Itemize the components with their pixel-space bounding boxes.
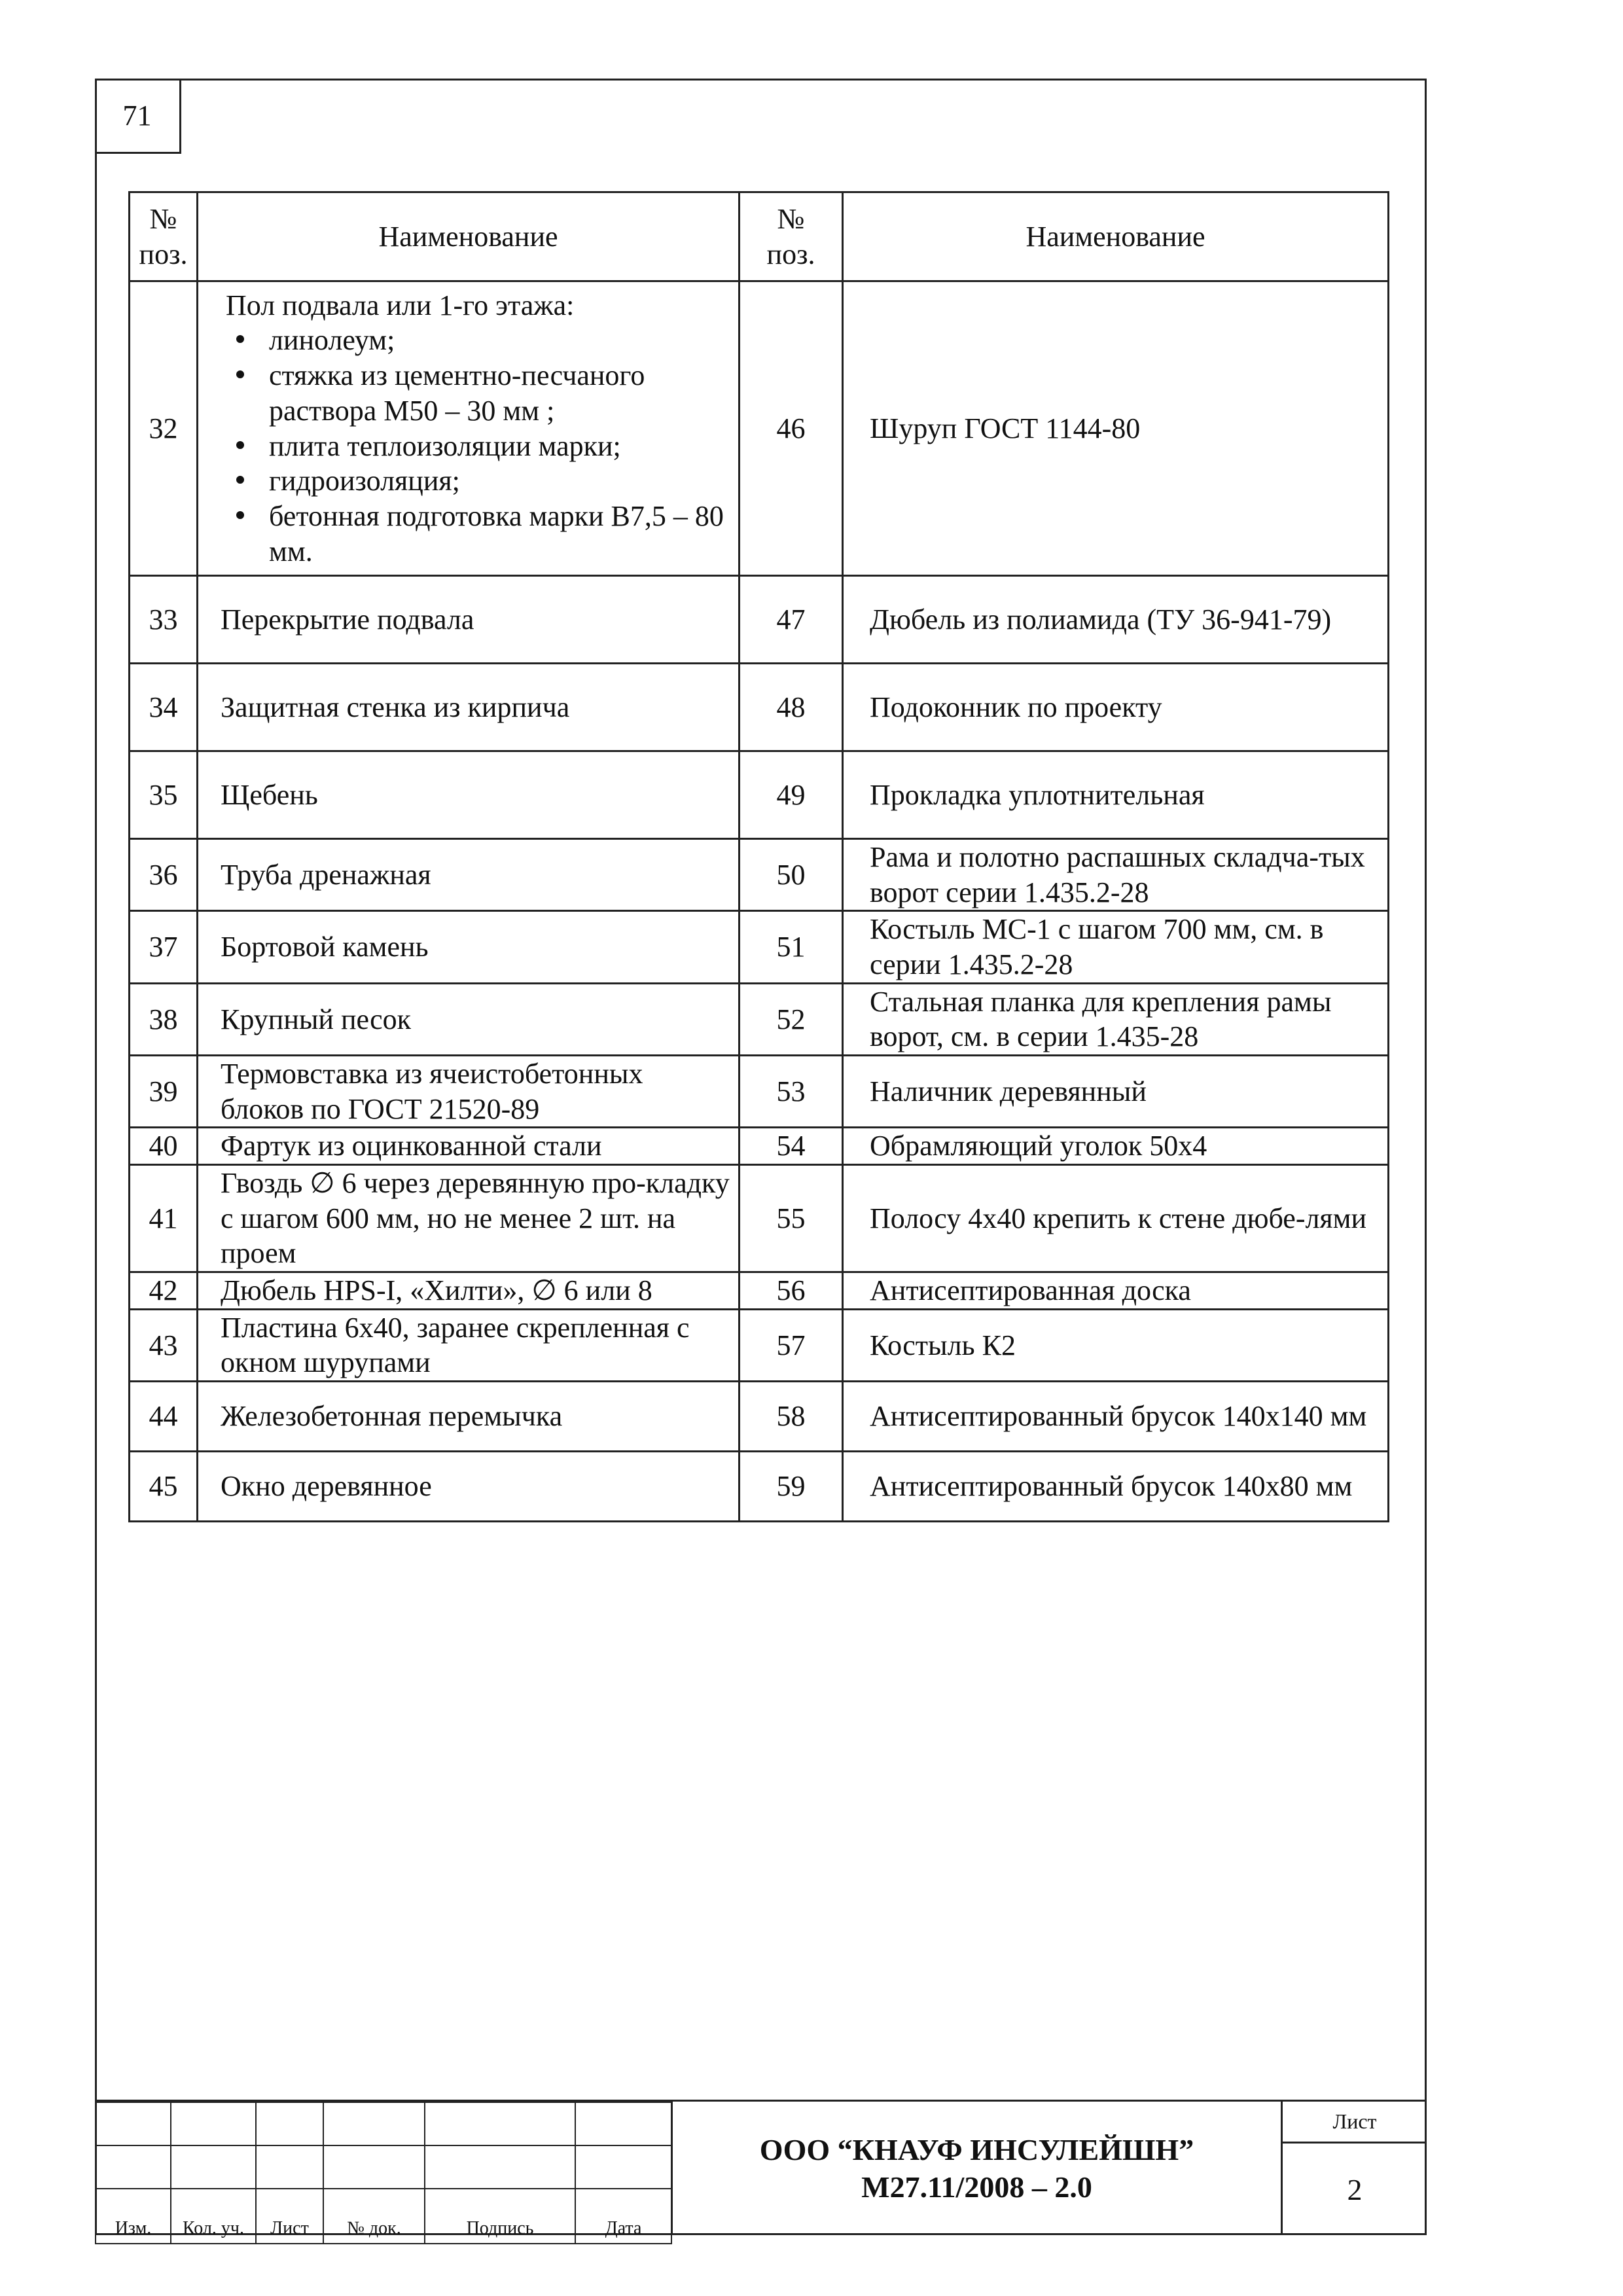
col-date: Дата — [575, 2189, 671, 2244]
col-list: Лист — [256, 2189, 323, 2244]
row-name-2: Антисептированный брусок 140х80 мм — [843, 1452, 1389, 1522]
row-num-2: 49 — [740, 751, 843, 839]
row-name-2: Прокладка уплотнительная — [843, 751, 1389, 839]
row-name-multiline — [198, 281, 740, 576]
table-row — [130, 576, 1389, 664]
row-name-2: Подоконник по проекту — [843, 664, 1389, 751]
row-name: Защитная стенка из кирпича — [198, 664, 740, 751]
row-name-2: Полосу 4х40 крепить к стене дюбе-лями — [843, 1165, 1389, 1272]
row-name-2: Стальная планка для крепления рамы ворот, см. в серии 1.435-28 — [843, 983, 1389, 1055]
row-num: 41 — [130, 1165, 198, 1272]
col-izm: Изм. — [96, 2189, 171, 2244]
row-num-2: 55 — [740, 1165, 843, 1272]
table-row — [130, 1165, 1389, 1272]
list-item: бетонная подготовка марки В7,5 – 80 мм. — [269, 499, 733, 569]
col-signature: Подпись — [425, 2189, 575, 2244]
header-name-2: Наименование — [843, 192, 1389, 281]
row-name-2: Костыль МС-1 с шагом 700 мм, см. в серии 1.435.2-28 — [843, 911, 1389, 983]
row-name: Щебень — [198, 751, 740, 839]
row-name-2: Шуруп ГОСТ 1144-80 — [843, 281, 1389, 576]
table-row — [130, 911, 1389, 983]
table-row — [130, 664, 1389, 751]
row-num: 32 — [130, 281, 198, 576]
row-name-2: Наличник деревянный — [843, 1056, 1389, 1128]
row-name: Пластина 6х40, заранее скрепленная с окном шурупами — [198, 1309, 740, 1381]
col-doc-num: № док. — [323, 2189, 425, 2244]
row-num: 34 — [130, 664, 198, 751]
row-lead: Пол подвала или 1-го этажа: — [226, 289, 575, 321]
table-row — [130, 839, 1389, 911]
col-kol-uch: Кол. уч. — [171, 2189, 256, 2244]
row-num-2: 53 — [740, 1056, 843, 1128]
table-row — [130, 1272, 1389, 1310]
row-num: 45 — [130, 1452, 198, 1522]
row-num: 38 — [130, 983, 198, 1055]
title-block — [95, 2100, 1427, 2238]
row-name: Труба дренажная — [198, 839, 740, 911]
table-row — [130, 1452, 1389, 1522]
row-name-2: Обрамляющий уголок 50х4 — [843, 1128, 1389, 1165]
bullet-list — [224, 323, 733, 569]
row-num-2: 51 — [740, 911, 843, 983]
page-number: 71 — [95, 79, 181, 154]
row-name-2: Костыль К2 — [843, 1309, 1389, 1381]
list-item: плита теплоизоляции марки; — [269, 429, 733, 464]
row-num: 42 — [130, 1272, 198, 1310]
row-num: 35 — [130, 751, 198, 839]
row-num-2: 52 — [740, 983, 843, 1055]
table-row — [130, 1309, 1389, 1381]
header-name: Наименование — [198, 192, 740, 281]
table-row — [130, 281, 1389, 576]
row-name: Дюбель HPS-I, «Хилти», ∅ 6 или 8 — [198, 1272, 740, 1310]
row-name-2: Антисептированная доска — [843, 1272, 1389, 1310]
list-item: стяжка из цементно-песчаного раствора М50 – 30 мм ; — [269, 358, 733, 428]
row-name: Термовставка из ячеистобетонных блоков по ГОСТ 21520-89 — [198, 1056, 740, 1128]
row-name: Фартук из оцинкованной стали — [198, 1128, 740, 1165]
row-name: Окно деревянное — [198, 1452, 740, 1522]
row-num: 36 — [130, 839, 198, 911]
row-num-2: 57 — [740, 1309, 843, 1381]
list-item: линолеум; — [269, 323, 733, 358]
table-row — [130, 1382, 1389, 1452]
title-block-labels — [96, 2189, 671, 2244]
title-block-grid — [95, 2102, 672, 2244]
table-row — [130, 983, 1389, 1055]
row-name-2: Антисептированный брусок 140х140 мм — [843, 1382, 1389, 1452]
row-name: Железобетонная перемычка — [198, 1382, 740, 1452]
row-num-2: 50 — [740, 839, 843, 911]
table-header-row — [130, 192, 1389, 281]
row-num-2: 46 — [740, 281, 843, 576]
row-num: 44 — [130, 1382, 198, 1452]
row-name: Гвоздь ∅ 6 через деревянную про-кладку с шагом 600 мм, но не менее 2 шт. на проем — [198, 1165, 740, 1272]
row-num-2: 58 — [740, 1382, 843, 1452]
row-num: 43 — [130, 1309, 198, 1381]
row-name: Перекрытие подвала — [198, 576, 740, 664]
header-num-2: № поз. — [740, 192, 843, 281]
table-row — [130, 751, 1389, 839]
table-row — [130, 1128, 1389, 1165]
table-row — [130, 1056, 1389, 1128]
sheet-number: 2 — [1347, 2172, 1363, 2206]
header-num: № поз. — [130, 192, 198, 281]
row-name-2: Дюбель из полиамида (ТУ 36-941-79) — [843, 576, 1389, 664]
row-num: 37 — [130, 911, 198, 983]
row-num: 33 — [130, 576, 198, 664]
row-num-2: 56 — [740, 1272, 843, 1310]
row-num: 39 — [130, 1056, 198, 1128]
list-item: гидроизоляция; — [269, 463, 733, 499]
row-num-2: 48 — [740, 664, 843, 751]
specification-table — [128, 191, 1389, 1522]
row-name: Крупный песок — [198, 983, 740, 1055]
row-num-2: 47 — [740, 576, 843, 664]
row-name: Бортовой камень — [198, 911, 740, 983]
company-name: ООО “КНАУФ ИНСУЛЕЙШН” — [759, 2132, 1194, 2166]
row-num-2: 59 — [740, 1452, 843, 1522]
row-name-2: Рама и полотно распашных складча-тых ворот серии 1.435.2-28 — [843, 839, 1389, 911]
title-block-center — [671, 2102, 1283, 2235]
row-num: 40 — [130, 1128, 198, 1165]
row-num-2: 54 — [740, 1128, 843, 1165]
sheet-label: Лист — [1283, 2102, 1427, 2144]
document-code: М27.11/2008 – 2.0 — [861, 2170, 1092, 2204]
